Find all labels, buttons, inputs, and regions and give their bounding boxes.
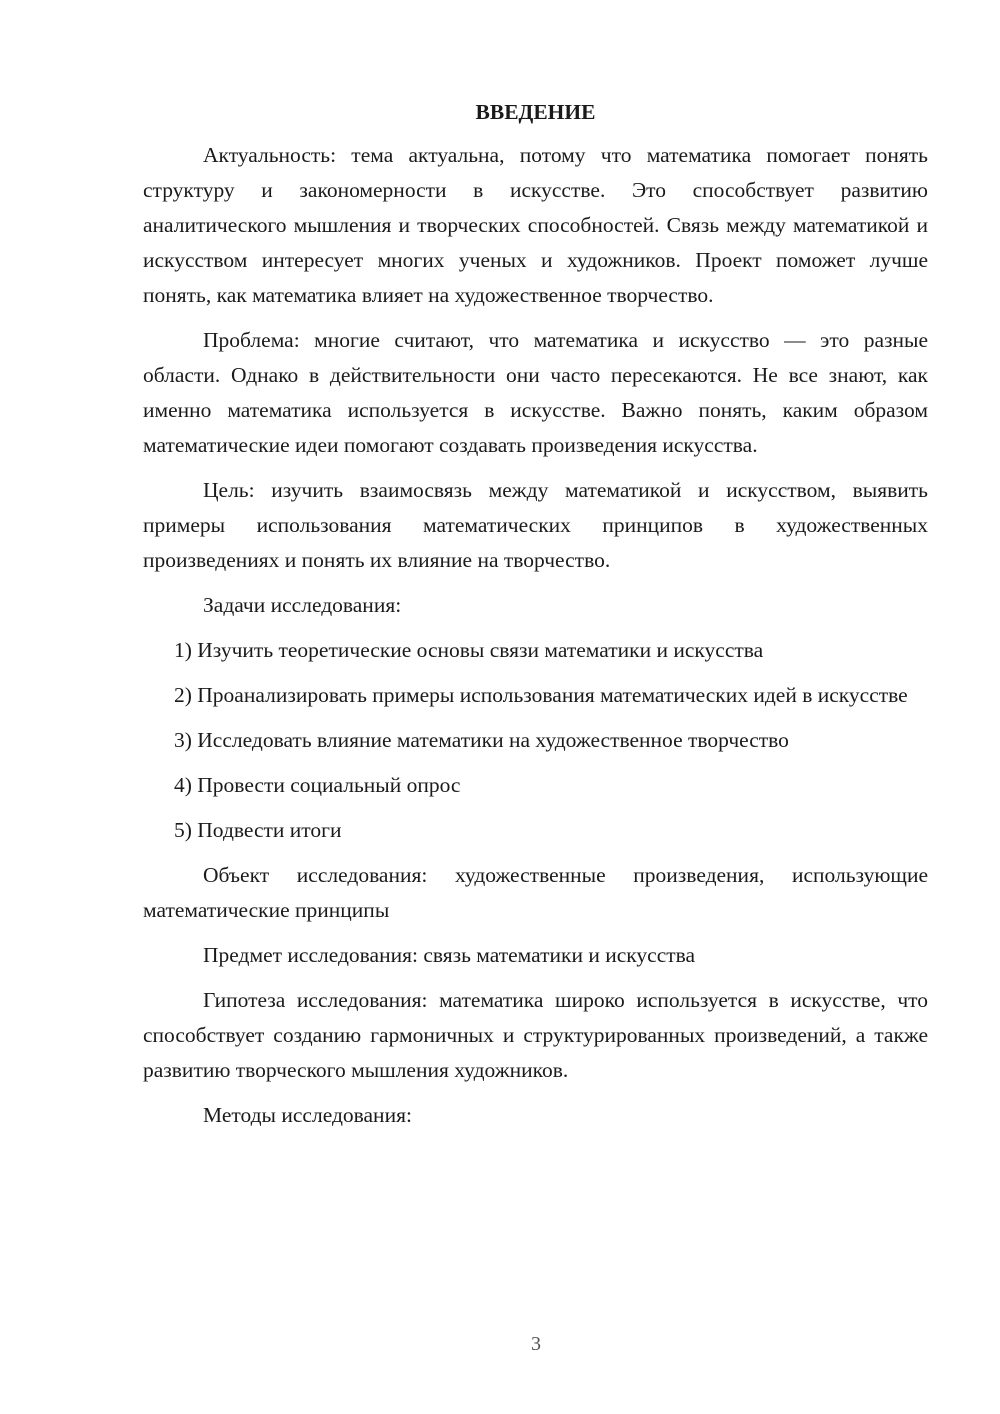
page-number: 3 xyxy=(531,1333,541,1355)
list-item: 2) Проанализировать примеры использования математических идей в искусстве xyxy=(174,683,908,707)
list-item: 5) Подвести итоги xyxy=(174,818,342,842)
goal-paragraph: Цель: изучить взаимосвязь между математикой и искусством, выявить примеры использования математических принципов в художественных произведениях и понять их влияние на творчество. xyxy=(143,478,928,572)
tasks-title: Задачи исследования: xyxy=(203,593,402,617)
object-paragraph: Объект исследования: художественные произведения, использующие математические принципы xyxy=(143,863,928,922)
list-item: 4) Провести социальный опрос xyxy=(174,773,461,797)
page-title: ВВЕДЕНИЕ xyxy=(475,100,596,124)
tasks-list xyxy=(143,633,928,848)
list-item: 3) Исследовать влияние математики на художественное творчество xyxy=(174,728,789,752)
hypothesis-paragraph: Гипотеза исследования: математика широко используется в искусстве, что способствует созданию гармоничных и структурированных произведений, а также развитию творческого мышления художников. xyxy=(143,988,928,1082)
relevance-paragraph: Актуальность: тема актуальна, потому что математика помогает понять структуру и закономерности в искусстве. Это способствует развитию аналитического мышления и творческих способностей. Связь между математикой и искусством интересует многих ученых и художников. Проект поможет лучше понять, как математика влияет на художественное творчество. xyxy=(143,143,928,307)
methods-title: Методы исследования: xyxy=(203,1103,412,1127)
document-body xyxy=(143,95,928,1143)
list-item: 1) Изучить теоретические основы связи математики и искусства xyxy=(174,638,764,662)
problem-paragraph: Проблема: многие считают, что математика и искусство — это разные области. Однако в действительности они часто пересекаются. Не все знают, как именно математика используется в искусстве. Важно понять, каким образом математические идеи помогают создавать произведения искусства. xyxy=(143,328,928,457)
subject-paragraph: Предмет исследования: связь математики и искусства xyxy=(203,943,696,967)
